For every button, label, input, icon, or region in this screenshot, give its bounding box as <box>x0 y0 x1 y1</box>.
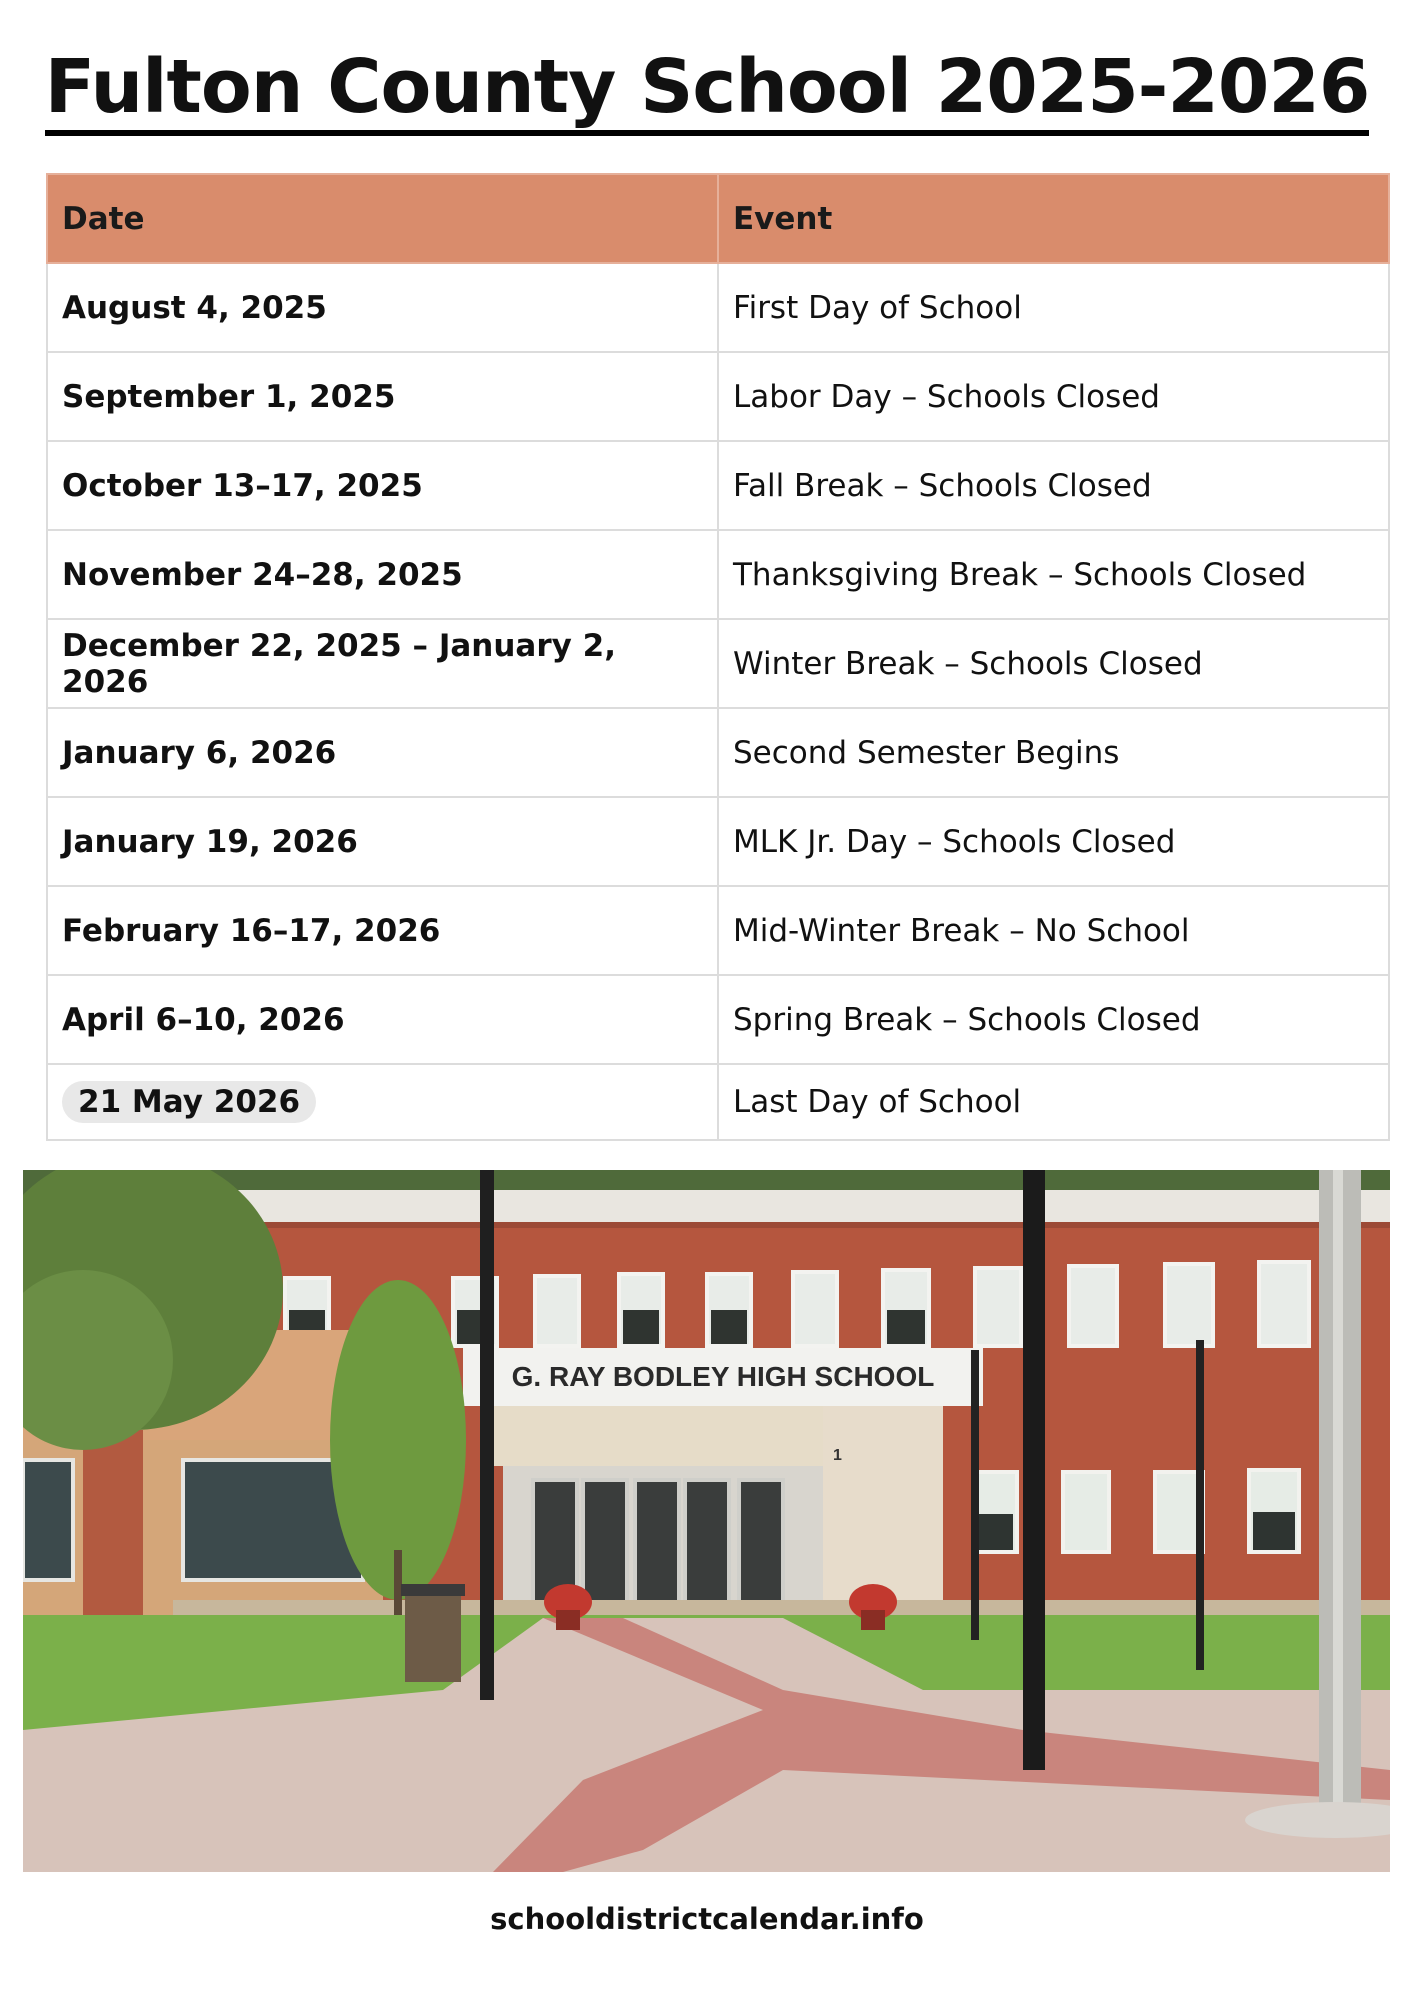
footer-website: schooldistrictcalendar.info <box>490 1902 924 1936</box>
table-row <box>47 975 1389 1064</box>
table-row <box>47 352 1389 441</box>
trash-bin <box>405 1590 461 1682</box>
lamp-post <box>480 1170 494 1700</box>
school-sign-text: G. RAY BODLEY HIGH SCHOOL <box>511 1361 935 1392</box>
event-cell: MLK Jr. Day – Schools Closed <box>718 797 1389 886</box>
lamp-post <box>1023 1170 1045 1770</box>
date-highlight-pill: 21 May 2026 <box>62 1081 316 1123</box>
event-cell: Fall Break – Schools Closed <box>718 441 1389 530</box>
date-cell: September 1, 2025 <box>47 352 718 441</box>
event-cell: Labor Day – Schools Closed <box>718 352 1389 441</box>
calendar-table <box>46 173 1390 1141</box>
table-row <box>47 797 1389 886</box>
event-cell: Winter Break – Schools Closed <box>718 619 1389 708</box>
event-cell: Spring Break – Schools Closed <box>718 975 1389 1064</box>
date-cell: April 6–10, 2026 <box>47 975 718 1064</box>
table-row <box>47 708 1389 797</box>
date-cell: August 4, 2025 <box>47 263 718 352</box>
event-cell: Last Day of School <box>718 1064 1389 1140</box>
date-cell <box>47 1064 718 1140</box>
date-cell: February 16–17, 2026 <box>47 886 718 975</box>
table-header-row <box>47 174 1389 263</box>
event-column-header: Event <box>718 174 1389 263</box>
date-column-header: Date <box>47 174 718 263</box>
table-row <box>47 1064 1389 1140</box>
date-cell: December 22, 2025 – January 2, 2026 <box>47 619 718 708</box>
date-cell: October 13–17, 2025 <box>47 441 718 530</box>
table-row <box>47 886 1389 975</box>
date-cell: November 24–28, 2025 <box>47 530 718 619</box>
date-cell: January 19, 2026 <box>47 797 718 886</box>
event-cell: Mid-Winter Break – No School <box>718 886 1389 975</box>
school-building-photo <box>23 1170 1390 1872</box>
event-cell: First Day of School <box>718 263 1389 352</box>
date-cell: January 6, 2026 <box>47 708 718 797</box>
table-row <box>47 530 1389 619</box>
event-cell: Second Semester Begins <box>718 708 1389 797</box>
table-row <box>47 619 1389 708</box>
page-title: Fulton County School 2025-2026 <box>0 44 1414 130</box>
table-row <box>47 263 1389 352</box>
table-row <box>47 441 1389 530</box>
event-cell: Thanksgiving Break – Schools Closed <box>718 530 1389 619</box>
door-number: 1 <box>833 1447 842 1464</box>
